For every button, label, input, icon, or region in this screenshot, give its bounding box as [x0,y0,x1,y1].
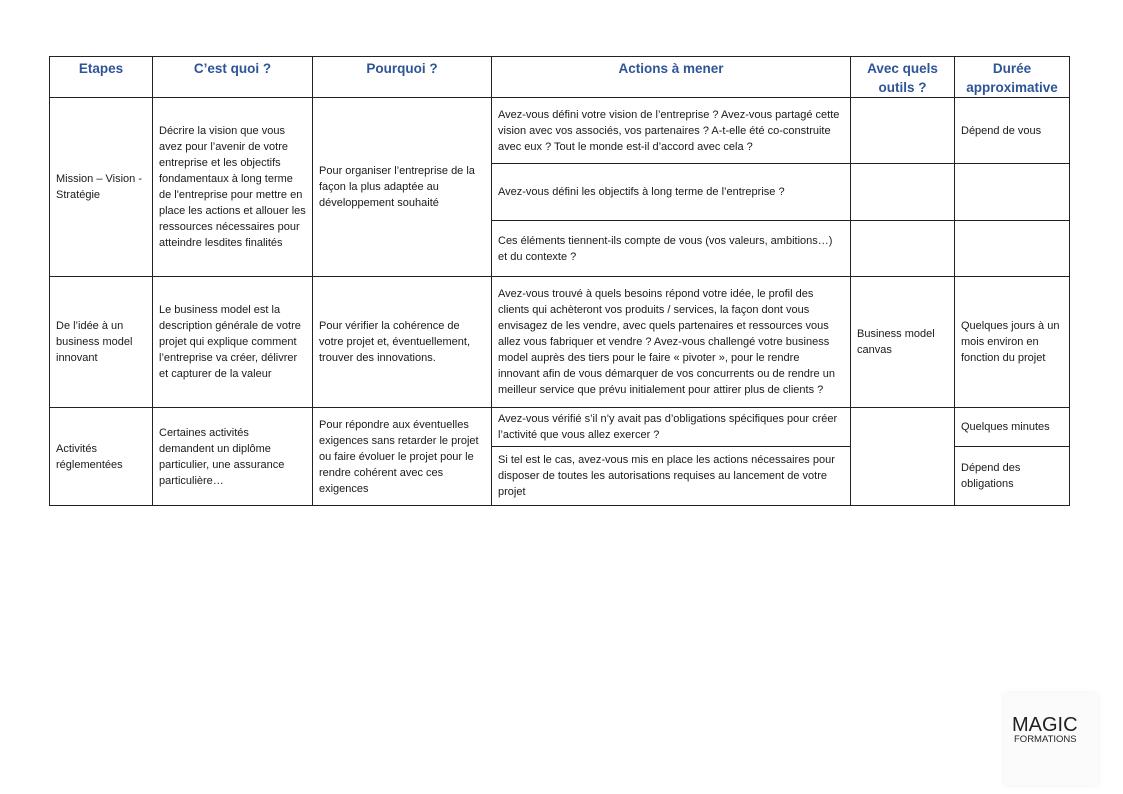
action-reglementees-autorisations: Si tel est le cas, avez-vous mis en place les actions nécessaires pour disposer de toutes les autorisations requises au lancement de votre projet [492,447,851,506]
step-mission: Mission – Vision - Stratégie [50,98,153,277]
quoi-reglementees: Certaines activités demandent un diplôme particulier, une assurance particulière… [153,408,313,506]
outils-reglementees [851,408,955,506]
outils-mission-3 [851,221,955,277]
header-row [50,57,1070,98]
duree-mission-1: Dépend de vous [955,98,1070,164]
action-reglementees-verif: Avez-vous vérifié s’il n’y avait pas d’obligations spécifiques pour créer l’activité que vous allez exercer ? [492,408,851,447]
outils-mission-1 [851,98,955,164]
outils-business-model: Business model canvas [851,277,955,408]
header-etapes: Etapes [50,57,153,98]
action-mission-vision: Avez-vous défini votre vision de l’entreprise ? Avez-vous partagé cette vision avec vos associés, vos partenaires ? A-t-elle été co-construite avec eux ? Tout le monde est-il d’accord avec cela ? [492,98,851,164]
step-business-model: De l’idée à un business model innovant [50,277,153,408]
action-mission-contexte: Ces éléments tiennent-ils compte de vous (vos valeurs, ambitions…) et du contexte ? [492,221,851,277]
logo-sub-text: FORMATIONS [1014,734,1077,745]
duree-business-model: Quelques jours à un mois environ en fonction du projet [955,277,1070,408]
quoi-mission: Décrire la vision que vous avez pour l’avenir de votre entreprise et les objectifs fondamentaux à long terme de l'entreprise pour mettre en place les actions et allouer les ressources nécessaires pour atteindre lesdites finalités [153,98,313,277]
outils-mission-2 [851,164,955,221]
pourquoi-business-model: Pour vérifier la cohérence de votre projet et, éventuellement, trouver des innovations. [313,277,492,408]
header-duree: Durée approximative [955,57,1070,98]
header-actions: Actions à mener [492,57,851,98]
step-reglementees: Activités réglementées [50,408,153,506]
table-row [50,408,1070,447]
duree-reglementees-2: Dépend des obligations [955,447,1070,506]
header-outils: Avec quels outils ? [851,57,955,98]
table-row [50,277,1070,408]
pourquoi-mission: Pour organiser l’entreprise de la façon la plus adaptée au développement souhaité [313,98,492,277]
logo-main-text: MAGIC [1012,714,1078,736]
pourquoi-reglementees: Pour répondre aux éventuelles exigences sans retarder le projet ou faire évoluer le projet pour le rendre cohérent avec ces exigences [313,408,492,506]
duree-reglementees-1: Quelques minutes [955,408,1070,447]
duree-mission-2 [955,164,1070,221]
table-row [50,98,1070,164]
action-business-model: Avez-vous trouvé à quels besoins répond votre idée, le profil des clients qui achèteront vos produits / services, la façon dont vous envisagez de les vendre, avec quels partenaires et ressources vous allez vous fabriquer et vendre ? Avez-vous challengé votre business model auprès des tiers pour le faire « pivoter », pour le rendre innovant afin de vous démarquer de vos concurrents ou de rendre un meilleur service que prévu initialement pour attirer plus de clients ? [492,277,851,408]
magic-formations-logo [1004,693,1098,785]
duree-mission-3 [955,221,1070,277]
planning-table [49,56,1070,506]
header-pourquoi: Pourquoi ? [313,57,492,98]
quoi-business-model: Le business model est la description générale de votre projet qui explique comment l’entreprise va créer, délivrer et capturer de la valeur [153,277,313,408]
header-quoi: C’est quoi ? [153,57,313,98]
action-mission-objectifs: Avez-vous défini les objectifs à long terme de l’entreprise ? [492,164,851,221]
